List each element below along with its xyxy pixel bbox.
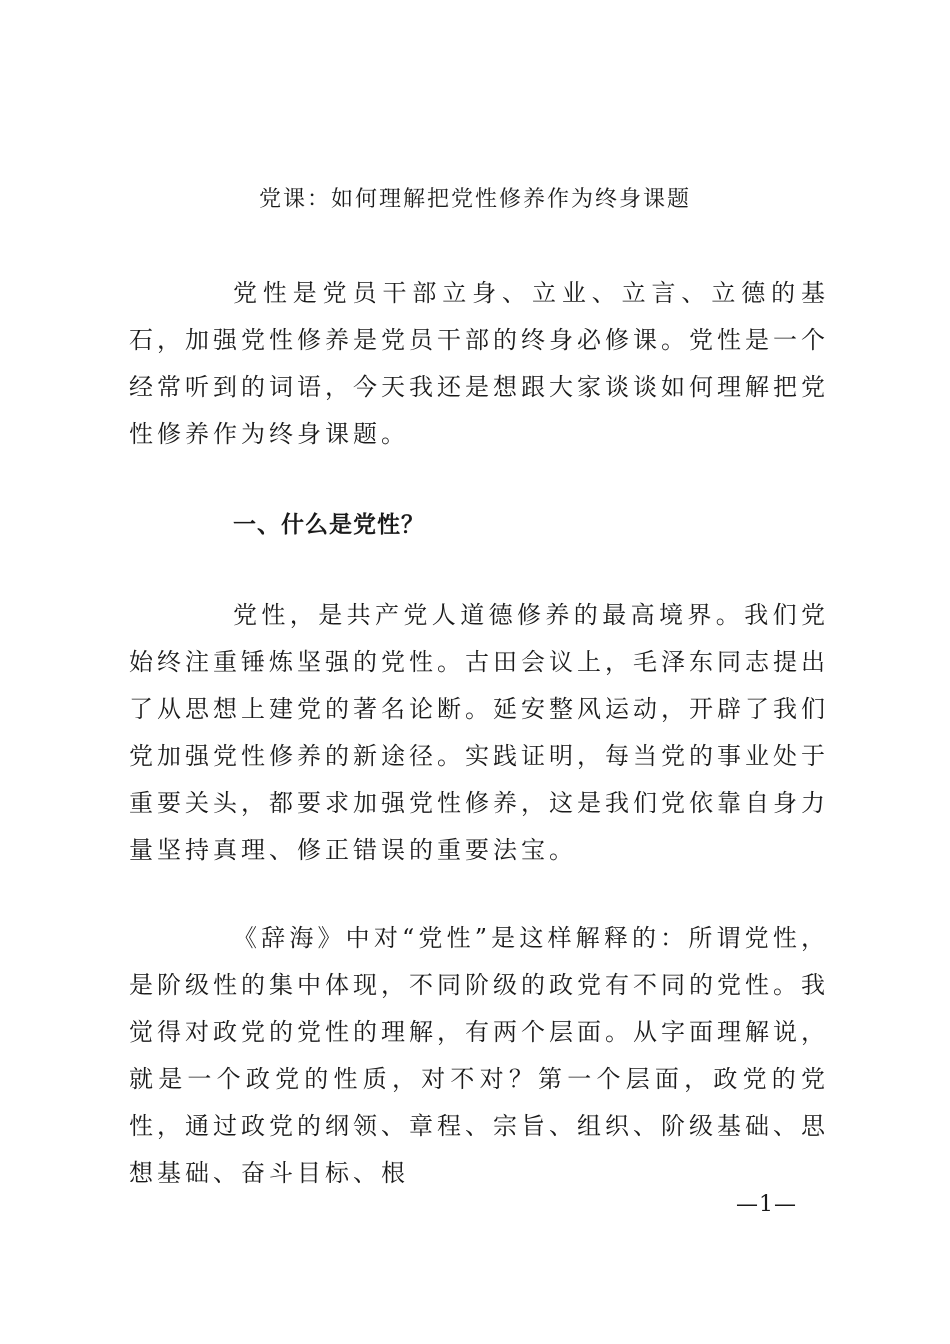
body-paragraph-2: 《辞海》中对“党性”是这样解释的：所谓党性，是阶级性的集中体现，不同阶级的政党有不同的党性。我觉得对政党的党性的理解，有两个层面。从字面理解说，就是一个政党的性质，对不对？第一个层面，政党的党性，通过政党的纲领、章程、宗旨、组织、阶级基础、思想基础、奋斗目标、根 [129,924,829,1187]
page-number: —1— [736,1192,797,1217]
section-heading: 一、什么是党性？ [233,512,425,538]
document-title: 党课：如何理解把党性修养作为终身课题 [258,187,691,212]
body-paragraph-1: 党性，是共产党人道德修养的最高境界。我们党始终注重锤炼坚强的党性。古田会议上，毛泽东同志提出了从思想上建党的著名论断。延安整风运动，开辟了我们党加强党性修养的新途径。实践证明，每当党的事业处于重要关头，都要求加强党性修养，这是我们党依靠自身力量坚持真理、修正错误的重要法宝。 [129,601,829,864]
intro-paragraph: 党性是党员干部立身、立业、立言、立德的基石，加强党性修养是党员干部的终身必修课。党性是一个经常听到的词语，今天我还是想跟大家谈谈如何理解把党性修养作为终身课题。 [129,279,829,448]
